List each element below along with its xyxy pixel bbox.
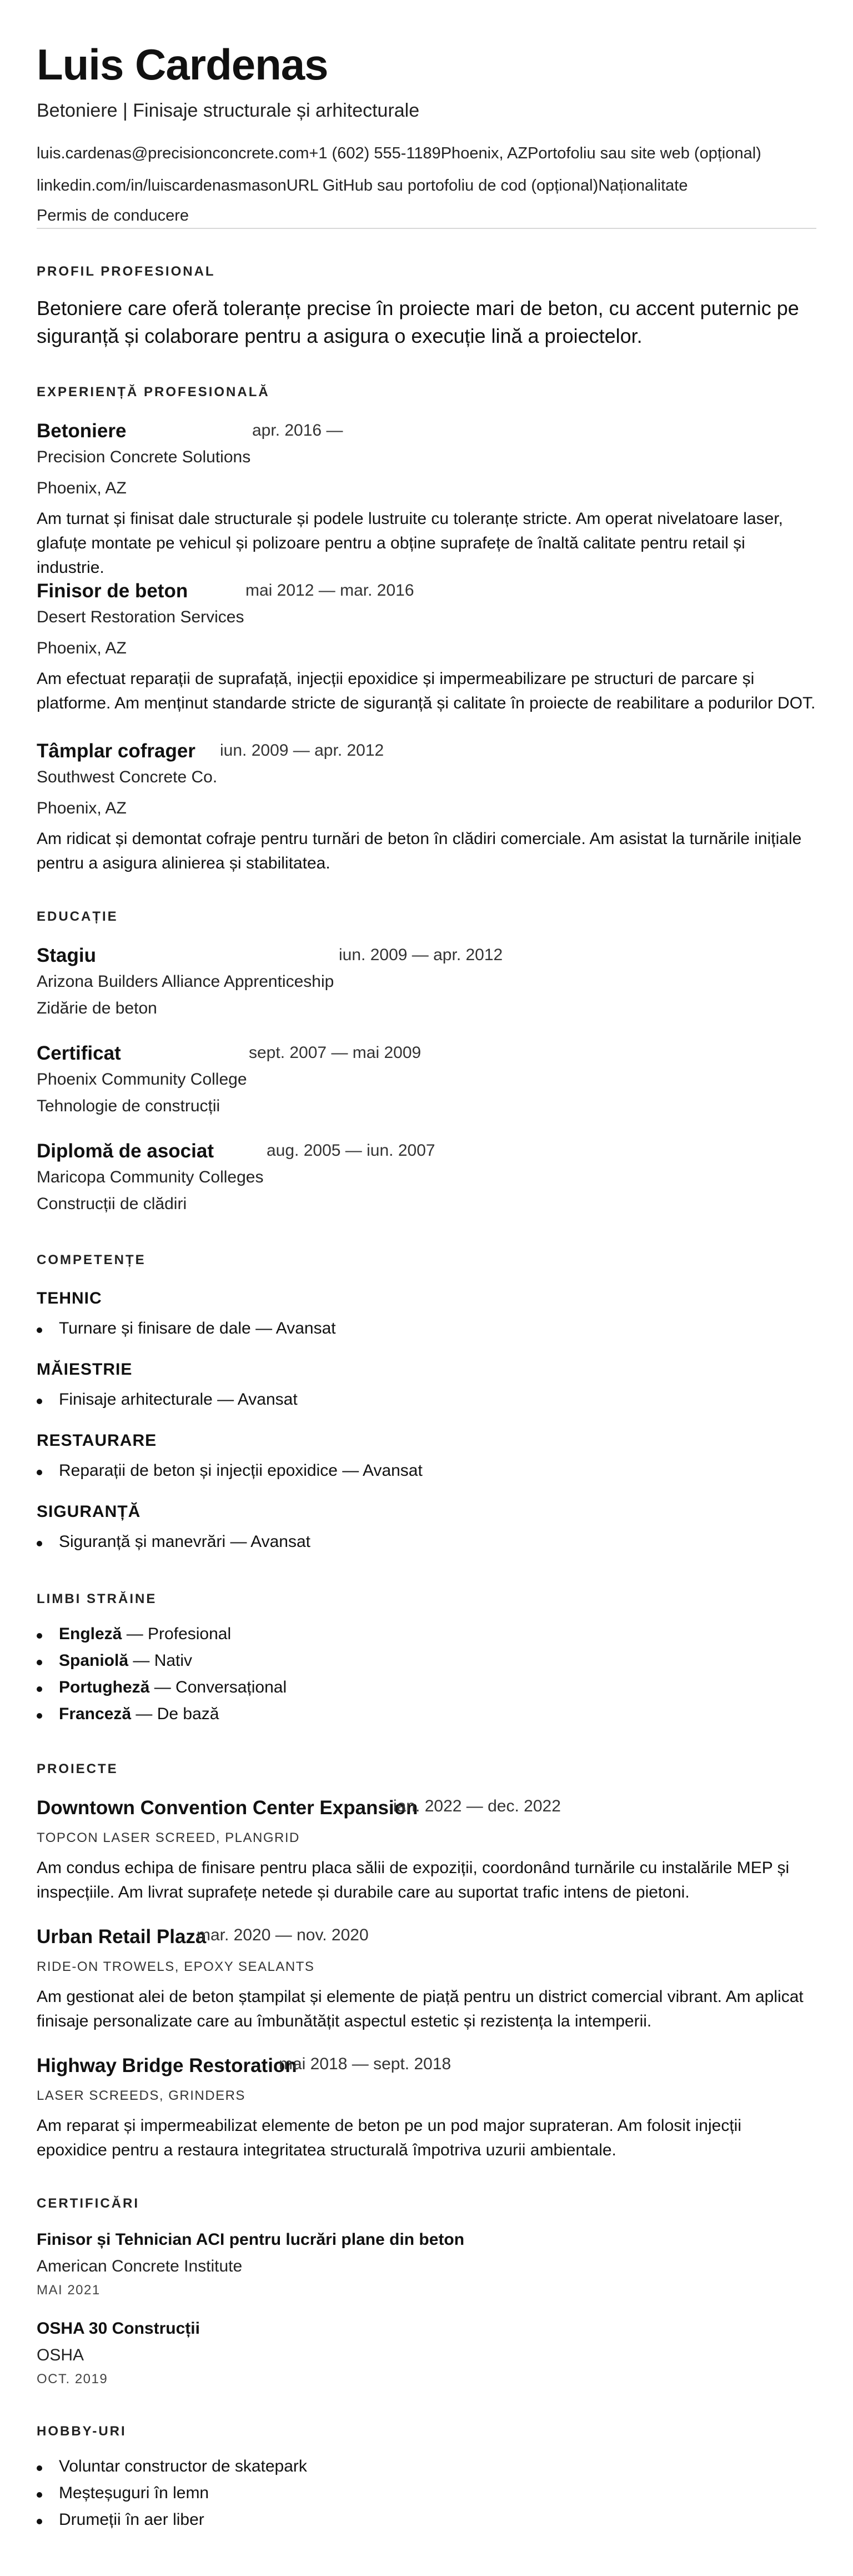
language-item: [59, 1705, 219, 1724]
education-date: aug. 2005 — iun. 2007: [267, 1141, 435, 1160]
job-description: Am ridicat și demontat cofraje pentru turnări de beton în clădiri comerciale. Am asistat la turnările inițiale pentru a asigura alinierea și stabilitatea.: [37, 830, 802, 872]
job-title: Betoniere: [37, 420, 127, 442]
contact-line-3: Permis de conducere: [37, 207, 189, 224]
hobby-item: Drumeții în aer liber: [59, 2510, 204, 2529]
job-location: Phoenix, AZ: [37, 799, 127, 817]
job-description: Am turnat și finisat dale structurale și podele lustruite cu toleranțe stricte. Am operat nivelatoare laser, glafuțe montate pe vehicul și polizoare pentru a obține suprafețe de înaltă calitate pentru retail și industrie.: [37, 510, 783, 577]
language-name: Portugheză: [59, 1678, 150, 1696]
education-field: Construcții de clădiri: [37, 1195, 187, 1213]
certification-date: MAI 2021: [37, 2283, 101, 2298]
certification-name: OSHA 30 Construcții: [37, 2319, 200, 2338]
project-title: Urban Retail Plaza: [37, 1926, 207, 1948]
project-tech: TOPCON LASER SCREED, PLANGRID: [37, 1830, 300, 1845]
language-name: Engleză: [59, 1625, 122, 1643]
job-title: Finisor de beton: [37, 580, 188, 602]
education-date: sept. 2007 — mai 2009: [249, 1044, 422, 1062]
section-title-hobbies: HOBBY-URI: [37, 2424, 127, 2439]
project-description: Am gestionat alei de beton ștampilat și elemente de piață pentru un district comercial vibrant. Am aplicat finisaje personalizate care au îmbunătățit aspectul estetic și rezistența la intemperii.: [37, 1988, 804, 2030]
job-location: Phoenix, AZ: [37, 639, 127, 657]
header-divider: [37, 228, 816, 229]
language-item: [59, 1625, 231, 1644]
project-date: mar. 2020 — nov. 2020: [197, 1926, 369, 1944]
education-school: Maricopa Community Colleges: [37, 1168, 264, 1186]
section-title-languages: LIMBI STRĂINE: [37, 1591, 157, 1606]
education-school: Arizona Builders Alliance Apprenticeship: [37, 972, 334, 991]
job-title: Tâmplar cofrager: [37, 740, 195, 762]
hobby-item: Voluntar constructor de skatepark: [59, 2457, 307, 2475]
education-degree: Stagiu: [37, 945, 96, 966]
job-location: Phoenix, AZ: [37, 479, 127, 497]
skill-category: RESTAURARE: [37, 1431, 157, 1450]
language-item: [59, 1651, 192, 1670]
job-company: Precision Concrete Solutions: [37, 448, 251, 466]
job-date: mai 2012 — mar. 2016: [245, 581, 414, 600]
section-title-education: EDUCAȚIE: [37, 909, 118, 924]
language-name: Franceză: [59, 1705, 132, 1723]
language-level: — Profesional: [122, 1625, 232, 1643]
education-date: iun. 2009 — apr. 2012: [339, 946, 503, 964]
contact-line-2: linkedin.com/in/luiscardenasmasonURL GitHub sau portofoliu de cod (opțional)Naționalitate: [37, 177, 688, 194]
language-level: — Nativ: [128, 1651, 193, 1670]
skill-category: SIGURANȚĂ: [37, 1502, 141, 1521]
language-item: [59, 1678, 287, 1697]
education-degree: Diplomă de asociat: [37, 1140, 214, 1162]
contact-line-1: luis.cardenas@precisionconcrete.com+1 (602) 555-1189Phoenix, AZPortofoliu sau site web (opțional): [37, 144, 761, 162]
section-title-skills: COMPETENȚE: [37, 1252, 146, 1267]
skill-category: TEHNIC: [37, 1289, 102, 1307]
language-level: — Conversațional: [149, 1678, 287, 1696]
job-company: Southwest Concrete Co.: [37, 768, 218, 786]
profile-summary: Betoniere care oferă toleranțe precise în proiecte mari de beton, cu accent puternic pe siguranță și colaborare pentru a asigura o execuție lină a proiectelor.: [37, 297, 799, 347]
hobby-item: Meșteșuguri în lemn: [59, 2484, 209, 2502]
certification-issuer: American Concrete Institute: [37, 2257, 243, 2275]
job-description: Am efectuat reparații de suprafață, injecții epoxidice și impermeabilizare pe structuri de parcare și platforme. Am menținut standarde stricte de siguranță și calitate în proiecte de reabilitare a podurilor DOT.: [37, 670, 816, 712]
skill-category: MĂIESTRIE: [37, 1360, 133, 1379]
language-level: — De bază: [131, 1705, 219, 1723]
section-title-experience: EXPERIENȚĂ PROFESIONALĂ: [37, 385, 270, 400]
education-field: Zidărie de beton: [37, 999, 157, 1017]
job-date: apr. 2016 —: [252, 421, 343, 440]
skill-item: Finisaje arhitecturale — Avansat: [59, 1390, 298, 1409]
education-degree: Certificat: [37, 1042, 121, 1064]
project-title: Downtown Convention Center Expansion: [37, 1797, 418, 1819]
section-title-projects: PROIECTE: [37, 1761, 118, 1776]
project-tech: LASER SCREEDS, GRINDERS: [37, 2088, 245, 2103]
education-school: Phoenix Community College: [37, 1070, 247, 1089]
skill-item: Siguranță și manevrări — Avansat: [59, 1532, 311, 1551]
section-title-certifications: CERTIFICĂRI: [37, 2196, 139, 2211]
project-tech: RIDE-ON TROWELS, EPOXY SEALANTS: [37, 1959, 315, 1974]
certification-date: OCT. 2019: [37, 2372, 108, 2387]
project-description: Am condus echipa de finisare pentru placa sălii de expoziții, coordonând turnările cu instalările MEP și inspecțiile. Am livrat suprafețe netede și durabile care au suportat trafic intens de pietoni.: [37, 1859, 790, 1901]
skill-item: Turnare și finisare de dale — Avansat: [59, 1319, 336, 1337]
project-title: Highway Bridge Restoration: [37, 2055, 297, 2076]
candidate-name: Luis Cardenas: [37, 40, 328, 89]
education-field: Tehnologie de construcții: [37, 1097, 220, 1115]
section-title-profile: PROFIL PROFESIONAL: [37, 264, 215, 279]
language-name: Spaniolă: [59, 1651, 129, 1670]
certification-name: Finisor și Tehnician ACI pentru lucrări plane din beton: [37, 2230, 465, 2249]
job-date: iun. 2009 — apr. 2012: [220, 741, 384, 760]
project-date: ian. 2022 — dec. 2022: [393, 1797, 561, 1815]
certification-issuer: OSHA: [37, 2346, 84, 2364]
job-company: Desert Restoration Services: [37, 608, 244, 626]
project-description: Am reparat și impermeabilizat elemente de beton pe un pod major suprateran. Am folosit injecții epoxidice pentru a restaura integritatea structurală împotriva uzurii ambientale.: [37, 2116, 741, 2159]
candidate-headline: Betoniere | Finisaje structurale și arhitecturale: [37, 100, 420, 121]
skill-item: Reparații de beton și injecții epoxidice — Avansat: [59, 1461, 423, 1480]
project-date: mai 2018 — sept. 2018: [279, 2055, 451, 2073]
